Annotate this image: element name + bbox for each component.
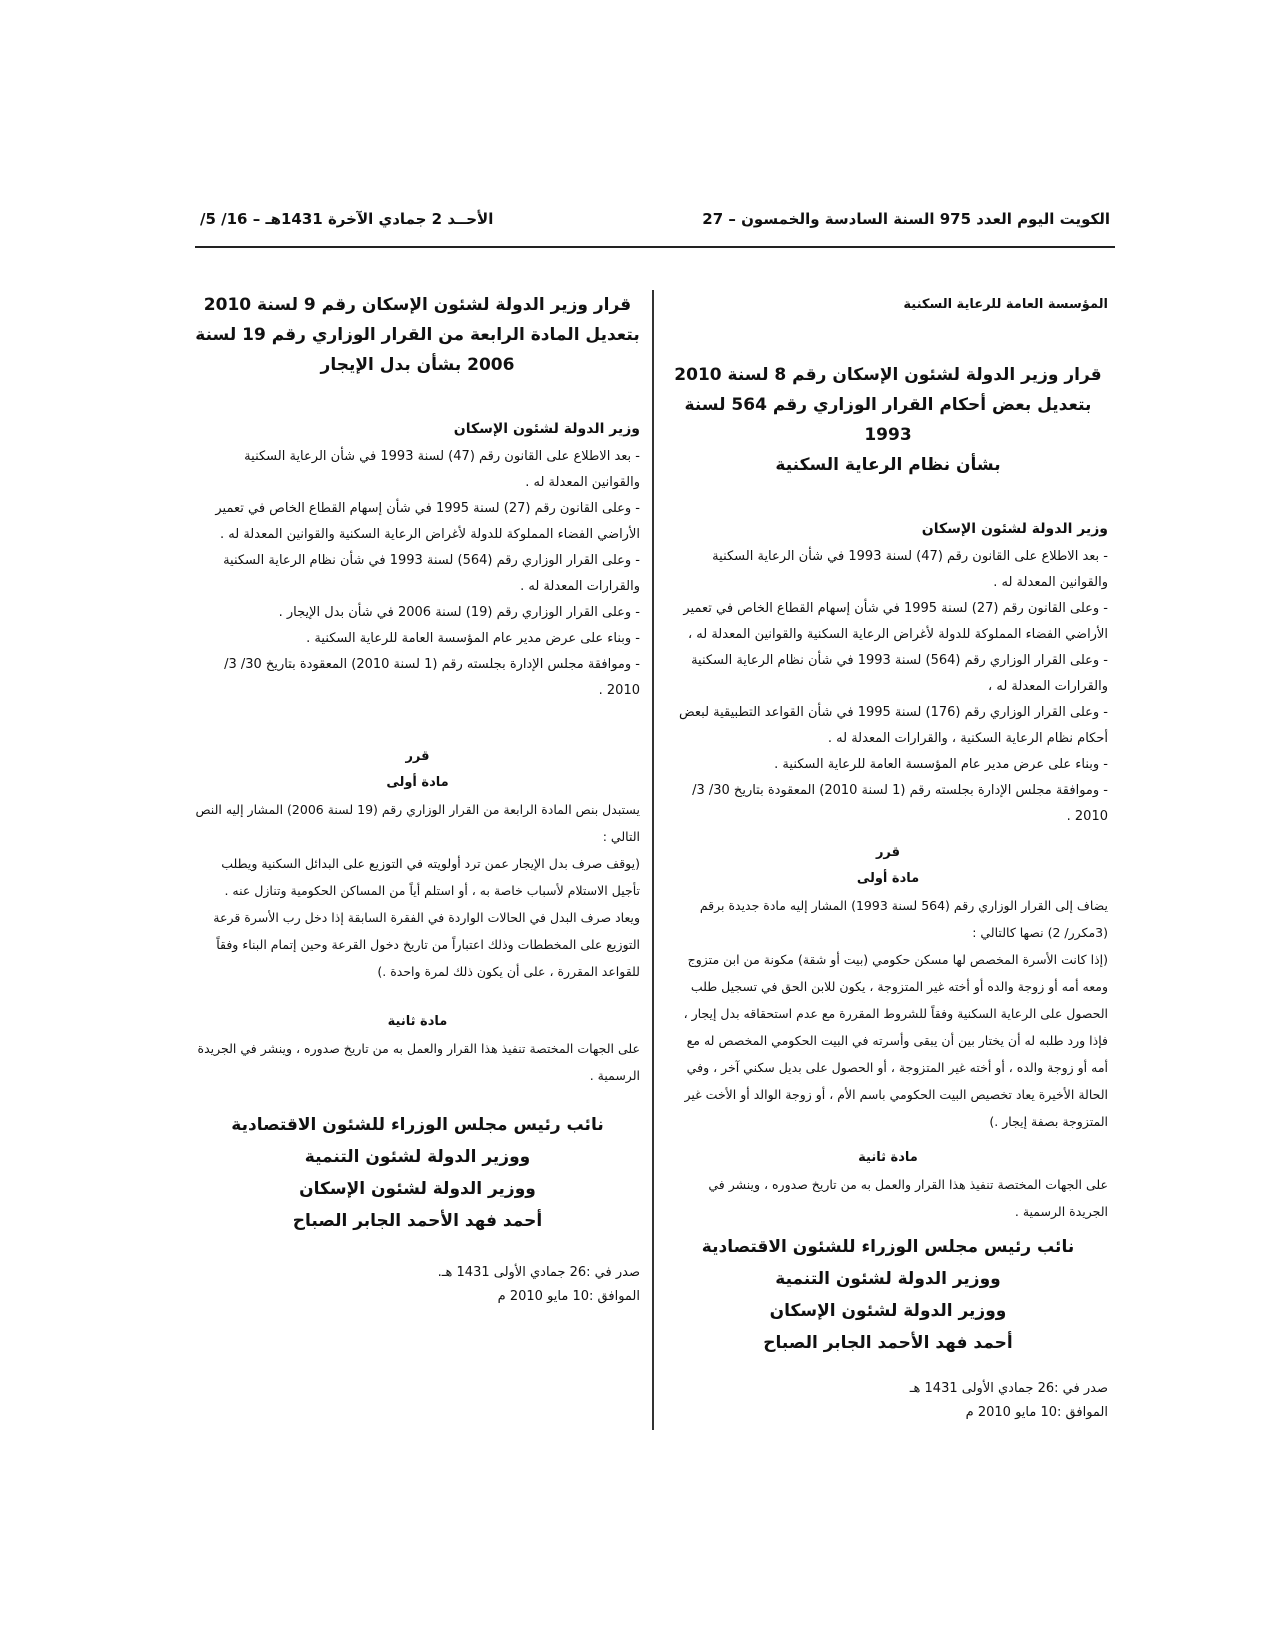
issue-date-hijri: صدر في :26 جمادي الأولى 1431 هـ xyxy=(909,1381,1108,1396)
signature-line: أحمد فهد الأحمد الجابر الصباح xyxy=(292,1211,543,1231)
article-1-text: يضاف إلى القرار الوزاري رقم (564 لسنة 1993) المشار إليه مادة جديدة برقم (3مكرر/ 2) نصها كالتالي : xyxy=(699,898,1108,940)
decree-title-line: قرار وزير الدولة لشئون الإسكان رقم 9 لسنة 2010 xyxy=(203,295,632,315)
header-issue: الكويت اليوم العدد 975 السنة السادسة والخمسون – 27 xyxy=(702,210,1110,228)
signature-line: ووزير الدولة لشئون الإسكان xyxy=(299,1179,536,1199)
decree-title-line: بتعديل بعض أحكام القرار الوزاري رقم 564 لسنة 1993 xyxy=(684,395,1092,445)
decree-title-line: 2006 بشأن بدل الإيجار xyxy=(320,355,515,375)
preamble-paragraph: - وبناء على عرض مدير عام المؤسسة العامة للرعاية السكنية . xyxy=(306,631,640,646)
decided-heading: قرر xyxy=(875,845,901,860)
decided-heading: قرر xyxy=(405,749,430,764)
preamble-paragraph: - بعد الاطلاع على القانون رقم (47) لسنة 1993 في شأن الرعاية السكنية والقوانين المعدلة له . xyxy=(712,549,1108,590)
preamble-paragraph: - وعلى القانون رقم (27) لسنة 1995 في شأن إسهام القطاع الخاص في تعمير الأراضي الفضاء المملوكة للدولة لأغراض الرعاية السكنية والقوانين المعدلة له ، xyxy=(683,601,1108,642)
organization-heading: المؤسسة العامة للرعاية السكنية xyxy=(903,297,1108,312)
issue-date-gregorian: الموافق :10 مايو 2010 م xyxy=(965,1405,1108,1420)
article-2-text: على الجهات المختصة تنفيذ هذا القرار والعمل به من تاريخ صدوره ، وينشر في الجريدة الرسمية . xyxy=(708,1177,1108,1219)
preamble-paragraph: - وبناء على عرض مدير عام المؤسسة العامة للرعاية السكنية . xyxy=(774,757,1108,772)
article-1-heading: مادة أولى xyxy=(386,775,449,790)
decree-title-line: قرار وزير الدولة لشئون الإسكان رقم 8 لسنة 2010 xyxy=(674,365,1102,385)
decree-title-line: بتعديل المادة الرابعة من القرار الوزاري رقم 19 لسنة xyxy=(195,325,640,345)
article-2-text: على الجهات المختصة تنفيذ هذا القرار والعمل به من تاريخ صدوره ، وينشر في الجريدة الرسمية . xyxy=(197,1041,640,1083)
preamble-paragraph: - وعلى القانون رقم (27) لسنة 1995 في شأن إسهام القطاع الخاص في تعمير الأراضي الفضاء المملوكة للدولة لأغراض الرعاية السكنية والقوانين المعدلة له . xyxy=(215,501,640,542)
decree-8-column xyxy=(668,290,1108,1425)
signature-line: ووزير الدولة لشئون التنمية xyxy=(304,1147,531,1167)
preamble-paragraph: - وعلى القرار الوزاري رقم (19) لسنة 2006 في شأن بدل الإيجار . xyxy=(278,605,640,620)
preamble-paragraph: - وعلى القرار الوزاري رقم (564) لسنة 1993 في شأن نظام الرعاية السكنية والقرارات المعدلة له . xyxy=(223,553,640,594)
signature-line: ووزير الدولة لشئون التنمية xyxy=(775,1269,1001,1289)
issue-date-hijri: صدر في :26 جمادي الأولى 1431 هـ. xyxy=(437,1265,640,1280)
header-date: الأحــد 2 جمادي الآخرة 1431هـ – 16/ 5/ xyxy=(200,210,494,228)
decree-9-column xyxy=(195,290,640,1309)
signature-line: أحمد فهد الأحمد الجابر الصباح xyxy=(763,1333,1013,1353)
header-rule xyxy=(195,246,1115,248)
preamble-paragraph: - وموافقة مجلس الإدارة بجلسته رقم (1 لسنة 2010) المعقودة بتاريخ 30/ 3/ 2010 . xyxy=(224,657,640,698)
decree-title xyxy=(668,360,1108,480)
column-divider xyxy=(652,290,654,1430)
article-1-quote: (إذا كانت الأسرة المخصص لها مسكن حكومي (بيت أو شقة) مكونة من ابن متزوج ومعه أمه أو زوجة والده أو أخته غير المتزوجة ، يكون للابن الحق في تسجيل طلب الحصول على الرعاية السكنية وفقاً للشروط المقررة مع عدم استحقاقه بدل إيجار ، فإذا ورد طلبه له أن يختار بين أن يبقى وأسرته في البيت الحكومي المخصص له مع أمه أو زوجة والده ، أو أخته غير المتزوجة ، أو الحصول على بديل سكني آخر ، وفي الحالة الأخيرة يعاد تخصيص البيت الحكومي باسم الأم ، أو زوجة الوالد أو الأخت غير المتزوجة بصفة إيجار .) xyxy=(683,952,1108,1129)
decree-title-line: بشأن نظام الرعاية السكنية xyxy=(775,455,1001,475)
preamble-paragraph: - بعد الاطلاع على القانون رقم (47) لسنة 1993 في شأن الرعاية السكنية والقوانين المعدلة له . xyxy=(244,449,640,490)
preamble-paragraph: - وموافقة مجلس الإدارة بجلسته رقم (1 لسنة 2010) المعقودة بتاريخ 30/ 3/ 2010 . xyxy=(692,783,1108,824)
signature-line: نائب رئيس مجلس الوزراء للشئون الاقتصادية xyxy=(231,1115,604,1135)
decree-title xyxy=(195,290,640,380)
signature-block xyxy=(668,1231,1108,1359)
article-2-heading: مادة ثانية xyxy=(387,1014,448,1029)
article-1-heading: مادة أولى xyxy=(856,871,920,886)
article-1-quote-continued: ويعاد صرف البدل في الحالات الواردة في الفقرة السابقة إذا دخل رب الأسرة قرعة التوزيع على المخططات وذلك اعتباراً من تاريخ دخول القرعة وحين إتمام البناء وفقاً للقواعد المقررة ، على أن يكون ذلك لمرة واحدة .) xyxy=(213,910,640,979)
issue-date-gregorian: الموافق :10 مايو 2010 م xyxy=(497,1289,640,1304)
article-1-quote: (يوقف صرف بدل الإيجار عمن ترد أولويته في التوزيع على البدائل السكنية ويطلب تأجيل الاستلام لأسباب خاصة به ، أو استلم أياً من المساكن الحكومية وتنازل عنه . xyxy=(221,856,640,898)
page-header xyxy=(200,210,1110,240)
article-2-heading: مادة ثانية xyxy=(858,1150,918,1165)
preamble-paragraph: - وعلى القرار الوزاري رقم (564) لسنة 1993 في شأن نظام الرعاية السكنية والقرارات المعدلة له ، xyxy=(691,653,1108,694)
minister-heading: وزير الدولة لشئون الإسكان xyxy=(921,521,1108,537)
signature-block xyxy=(195,1109,640,1237)
signature-line: نائب رئيس مجلس الوزراء للشئون الاقتصادية xyxy=(701,1237,1075,1257)
preamble-paragraph: - وعلى القرار الوزاري رقم (176) لسنة 1995 في شأن القواعد التطبيقية لبعض أحكام نظام الرعاية السكنية ، والقرارات المعدلة له . xyxy=(678,705,1108,746)
article-1-text: يستبدل بنص المادة الرابعة من القرار الوزاري رقم (19 لسنة 2006) المشار إليه النص التالي : xyxy=(195,802,640,844)
signature-line: ووزير الدولة لشئون الإسكان xyxy=(769,1301,1007,1321)
minister-heading: وزير الدولة لشئون الإسكان xyxy=(453,421,640,437)
